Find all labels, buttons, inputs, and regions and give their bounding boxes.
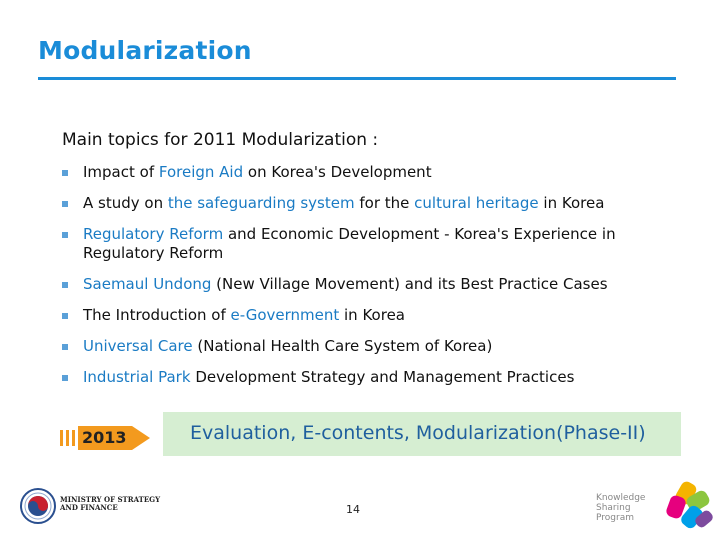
topic-highlight: Universal Care: [83, 337, 193, 355]
ministry-name-line2: AND FINANCE: [60, 503, 118, 512]
topic-highlight: Regulatory Reform: [83, 225, 224, 243]
ksp-logo-text: [596, 493, 645, 523]
ministry-name: [60, 496, 160, 512]
topic-text: for the: [354, 194, 415, 212]
bullet-square-icon: [62, 201, 68, 207]
ksp-line-1: Knowledge: [596, 493, 646, 503]
topic-highlight: the safeguarding system: [167, 194, 355, 212]
banner-suffix-text: (Phase-II): [556, 422, 646, 444]
phase-banner-text: [190, 422, 646, 444]
topic-text: The Introduction of: [83, 306, 231, 324]
ksp-logo-icon: [660, 480, 714, 534]
topic-highlight: e-Government: [230, 306, 340, 324]
title-underline: [38, 77, 676, 80]
banner-main-text: Evaluation, E-contents, Modularization: [190, 422, 557, 444]
topic-item: [62, 368, 682, 387]
bullet-square-icon: [62, 282, 68, 288]
topic-highlight: Saemaul Undong: [83, 275, 212, 293]
topic-highlight: cultural heritage: [414, 194, 539, 212]
topic-text: (National Health Care System of Korea): [192, 337, 493, 355]
slide-subtitle: Main topics for 2011 Modularization :: [62, 130, 379, 150]
ksp-line-2: Sharing: [596, 503, 631, 513]
topic-text: and Economic Development - Korea's Experience in Regulatory Reform: [83, 225, 616, 262]
topic-item: [62, 337, 682, 356]
topic-text: in Korea: [538, 194, 605, 212]
topic-text: A study on: [83, 194, 168, 212]
topic-item: [62, 225, 682, 263]
bullet-square-icon: [62, 232, 68, 238]
topic-item: [62, 194, 682, 213]
topic-highlight: Industrial Park: [83, 368, 191, 386]
page-number: 14: [346, 503, 360, 516]
bullet-square-icon: [62, 344, 68, 350]
topic-text: Development Strategy and Management Practices: [190, 368, 575, 386]
topic-text: on Korea's Development: [243, 163, 432, 181]
year-label: 2013: [82, 428, 127, 447]
slide-title: Modularization: [38, 36, 252, 65]
topic-text: Impact of: [83, 163, 159, 181]
bullet-square-icon: [62, 375, 68, 381]
topic-item: [62, 275, 682, 294]
bullet-square-icon: [62, 313, 68, 319]
topic-list: [62, 163, 682, 399]
topic-text: (New Village Movement) and its Best Practice Cases: [211, 275, 608, 293]
topic-text: in Korea: [339, 306, 405, 324]
topic-highlight: Foreign Aid: [158, 163, 244, 181]
topic-item: [62, 163, 682, 182]
ksp-line-3: Program: [596, 513, 634, 523]
bullet-square-icon: [62, 170, 68, 176]
ministry-name-line1: MINISTRY OF STRATEGY: [60, 495, 161, 504]
topic-item: [62, 306, 682, 325]
